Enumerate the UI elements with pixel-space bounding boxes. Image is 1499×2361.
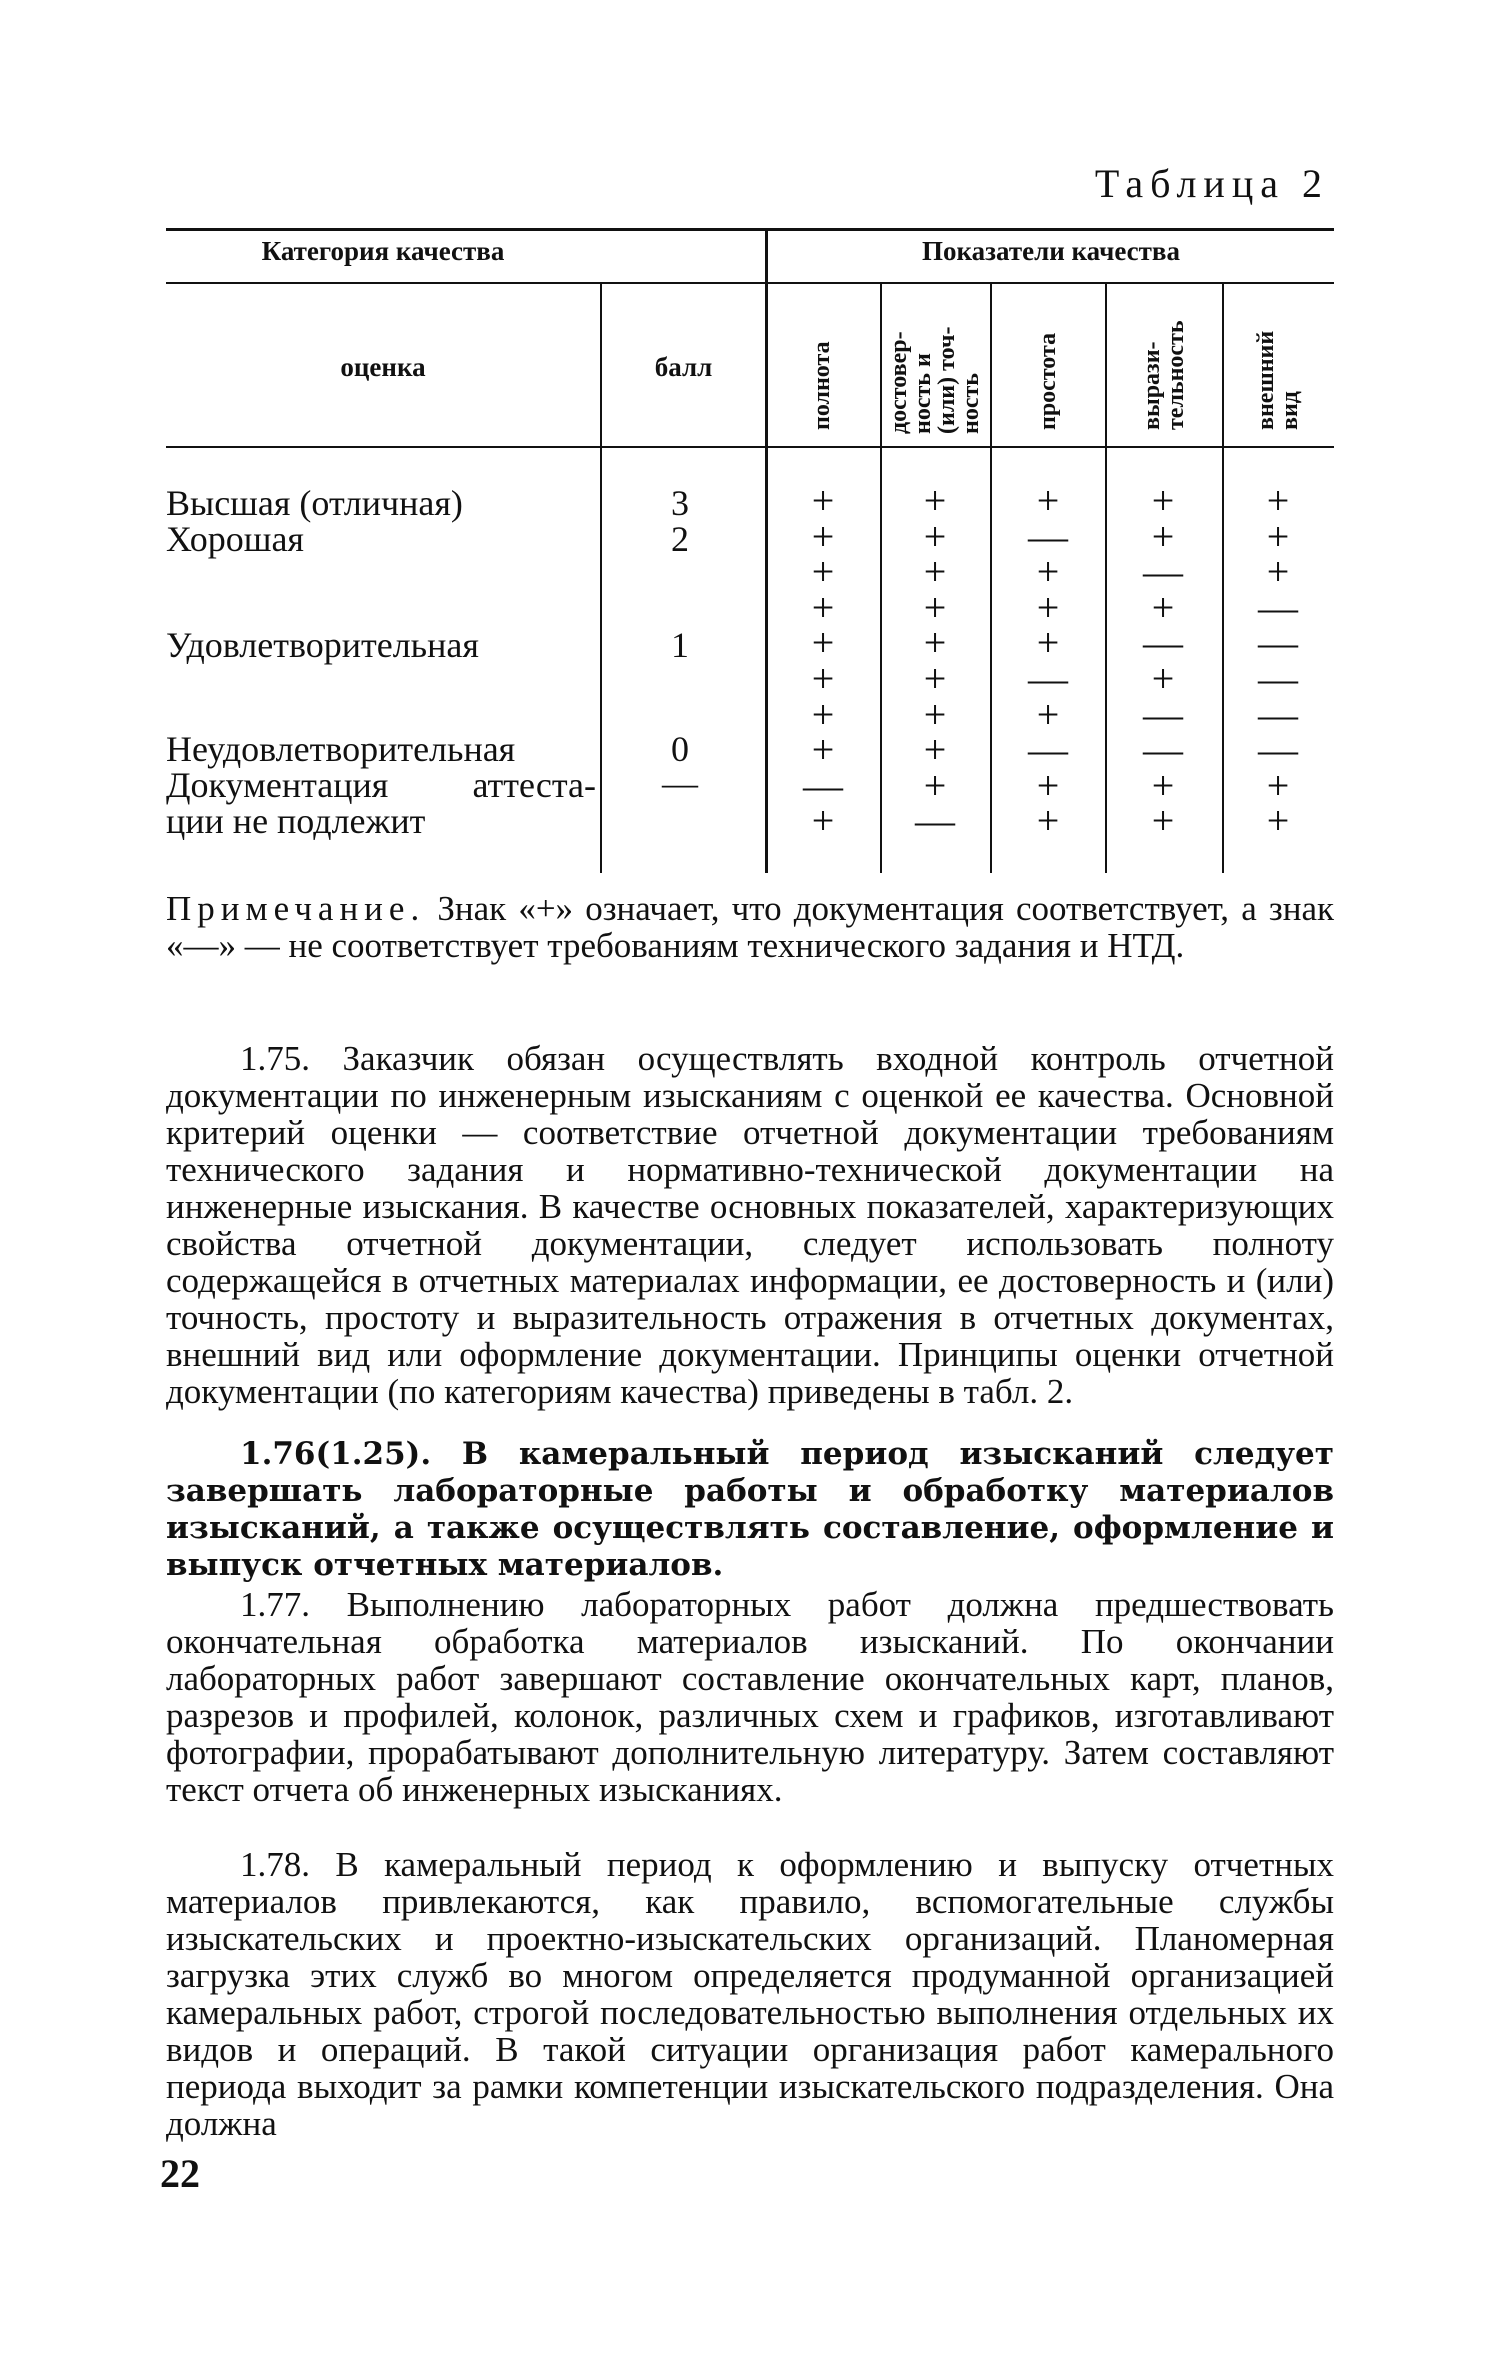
quality-mark: + [811, 798, 835, 844]
note-label: Примечание. [166, 889, 426, 928]
quality-mark: + [923, 584, 947, 630]
header-appearance: внешний вид [1253, 330, 1303, 430]
table-col-divider [1105, 282, 1107, 873]
quality-mark: + [923, 478, 947, 523]
row-score: 0 [671, 729, 689, 769]
quality-mark: + [923, 656, 947, 701]
paragraph-text: Заказчик обязан осуществлять входной контроль отчетной документации по инженерным изысканиям с оценкой ее качества. Основной критерий оценки — соответствие отчетной документации требованиям технического задания и нормативно-технической документации на инженерные изыскания. В качестве основных показателей, характеризующих свойства отчетной документации, следует использовать полноту содержащейся в отчетных материалах информации, ее достоверность и (или) точность, простоту и выразительность отражения в отчетных документах, внешний вид или оформление документации. Принципы оценки отчетной документации (по категориям качества) приведены в табл. 2. [166, 1039, 1334, 1411]
table-col-divider [880, 282, 882, 873]
quality-mark: + [1151, 478, 1175, 523]
note-text: Знак «+» означает, что документация соответствует, а знак «—» — не соответствует требованиям технического задания и НТД. [166, 889, 1334, 965]
paragraph-1-76 [166, 1436, 1334, 1584]
quality-mark: + [1036, 762, 1060, 808]
header-grade: оценка [340, 352, 426, 382]
page-number: 22 [160, 2151, 200, 2196]
quality-mark: + [1151, 656, 1175, 701]
quality-mark: + [811, 620, 835, 666]
paragraph-1-77 [166, 1586, 1334, 1808]
row-category: Неудовлетворительная [166, 729, 516, 769]
quality-mark: — [1028, 656, 1068, 701]
quality-mark: + [1036, 549, 1060, 595]
quality-mark: + [923, 691, 947, 737]
quality-mark: + [1266, 762, 1290, 808]
quality-mark: + [923, 513, 947, 559]
quality-mark: — [1143, 620, 1183, 666]
paragraph-text: Выполнению лабораторных работ должна предшествовать окончательная обработка материалов изысканий. По окончании лабораторных работ завершают составление окончательных карт, планов, разрезов и профилей, колонок, различных схем и графиков, изготавливают фотографии, прорабатывают дополнительную литературу. Затем составляют текст отчета об инженерных изысканиях. [166, 1585, 1334, 1809]
quality-mark: + [1036, 620, 1060, 666]
quality-mark: + [811, 478, 835, 523]
quality-mark: + [1036, 584, 1060, 630]
paragraph-text: В камеральный период изысканий следует завершать лабораторные работы и обработку материалов изысканий, а также осуществлять составление, оформление и выпуск отчетных материалов. [166, 1436, 1334, 1583]
header-simplicity: простота [1035, 332, 1061, 430]
quality-mark: — [1258, 727, 1298, 773]
quality-mark: + [811, 691, 835, 737]
table-col-divider [990, 282, 992, 873]
quality-mark: + [1266, 513, 1290, 559]
header-score: балл [654, 352, 713, 382]
paragraph-1-75 [166, 1040, 1334, 1410]
quality-mark: + [811, 727, 835, 773]
quality-mark: + [1036, 478, 1060, 523]
quality-mark: + [923, 549, 947, 595]
header-completeness: полнота [809, 341, 835, 430]
table-col-divider [1222, 282, 1224, 873]
paragraph-number: 1.75. [240, 1039, 310, 1078]
quality-mark: + [1151, 584, 1175, 630]
quality-mark: — [1258, 584, 1298, 630]
paragraph-number: 1.78. [240, 1845, 310, 1884]
row-score: 1 [671, 625, 689, 665]
quality-mark: + [923, 727, 947, 773]
header-quality-indicators: Показатели качества [922, 236, 1180, 266]
table-top-rule [166, 228, 1334, 231]
quality-mark: + [923, 762, 947, 808]
quality-mark: + [811, 656, 835, 701]
quality-mark: + [1266, 549, 1290, 595]
quality-mark: — [803, 762, 843, 808]
paragraph-number: 1.77. [240, 1585, 310, 1624]
row-score: 2 [671, 519, 689, 559]
row-category: Документация аттеста- [166, 765, 596, 805]
quality-mark: — [1258, 620, 1298, 666]
row-score: — [662, 763, 698, 803]
quality-mark: + [1266, 798, 1290, 844]
paragraph-1-78 [166, 1846, 1334, 2142]
quality-mark: — [1028, 513, 1068, 559]
quality-mark: + [1266, 478, 1290, 523]
paragraph-text: В камеральный период к оформлению и выпуску отчетных материалов привлекаются, как правило, вспомогательные службы изыскательских и проектно-изыскательских организаций. Планомерная загрузка этих служб во многом определяется продуманной организацией камеральных работ, строгой последовательностью выполнения отдельных их видов и операций. В такой ситуации организация работ камерального периода выходит за рамки компетенции изыскательского подразделения. Она должна [166, 1845, 1334, 2143]
table-subheader-rule [166, 282, 1334, 284]
quality-mark: + [811, 549, 835, 595]
row-category: Хорошая [166, 519, 304, 559]
row-score: 3 [671, 483, 689, 523]
header-reliability: достовер- ность и (или) точ- ность [886, 326, 984, 434]
table-header-bottom-rule [166, 446, 1334, 448]
quality-mark: — [1028, 727, 1068, 773]
quality-mark: + [1036, 691, 1060, 737]
quality-mark: + [1151, 762, 1175, 808]
quality-mark: + [811, 513, 835, 559]
quality-mark: + [1036, 798, 1060, 844]
quality-mark: — [1143, 727, 1183, 773]
quality-mark: — [1143, 691, 1183, 737]
header-quality-category: Категория качества [261, 236, 505, 266]
row-category: Высшая (отличная) [166, 483, 463, 523]
row-category: ции не подлежит [166, 801, 426, 841]
table-caption: Таблица 2 [1094, 161, 1329, 206]
paragraph-number: 1.76(1.25). [240, 1436, 432, 1472]
quality-mark: + [923, 620, 947, 666]
quality-mark: + [811, 584, 835, 630]
header-expressiveness: вырази- тельность [1139, 320, 1189, 430]
row-category: Удовлетворительная [166, 625, 479, 665]
quality-mark: — [1258, 656, 1298, 701]
quality-mark: — [1143, 549, 1183, 595]
table-group-divider [765, 228, 768, 873]
table-note [166, 890, 1334, 964]
quality-mark: — [915, 798, 955, 844]
quality-mark: + [1151, 798, 1175, 844]
quality-mark: + [1151, 513, 1175, 559]
quality-mark: — [1258, 691, 1298, 737]
